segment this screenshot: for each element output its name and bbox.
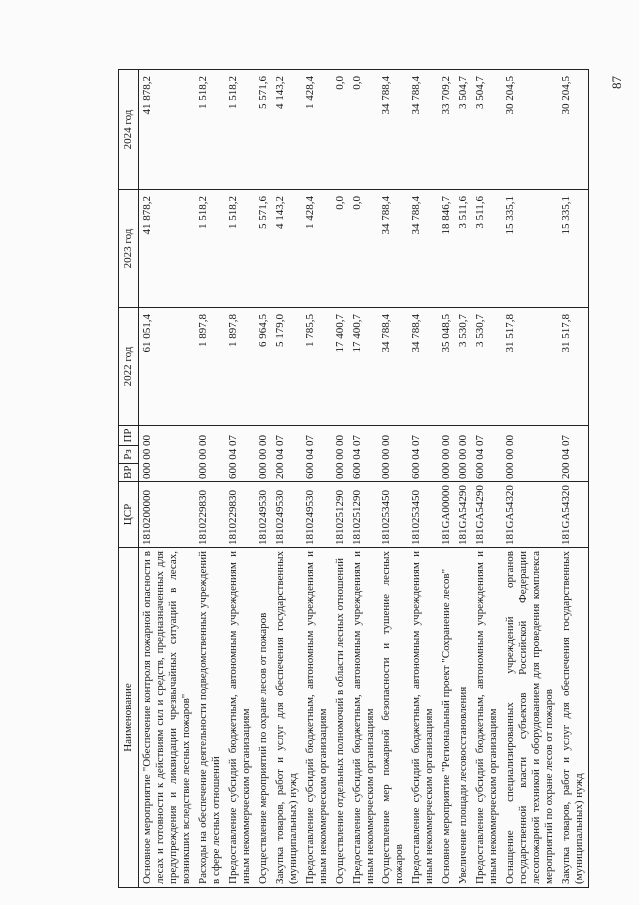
row-csr: 181GA54320 [502, 482, 558, 548]
row-vr-rz-pr: 000 00 00 [502, 426, 558, 482]
row-csr: 181GA54320 [558, 482, 588, 548]
row-name: Предоставление субсидий бюджетным, автономным учреждениям и иным некоммерческим организациям [225, 548, 255, 888]
row-vr-rz-pr: 600 04 07 [302, 426, 332, 482]
table-row [502, 70, 558, 888]
row-2022: 34 788,4 [408, 308, 438, 426]
row-2022: 34 788,4 [378, 308, 408, 426]
table-row [408, 70, 438, 888]
row-2024: 5 571,6 [255, 70, 272, 190]
row-2023: 34 788,4 [378, 190, 408, 308]
row-csr: 181GA00000 [438, 482, 455, 548]
row-name: Основное мероприятие "Региональный проект "Сохранение лесов" [438, 548, 455, 888]
row-vr-rz-pr: 000 00 00 [455, 426, 472, 482]
row-2022: 17 400,7 [349, 308, 379, 426]
row-csr: 1810253450 [378, 482, 408, 548]
row-vr-rz-pr: 200 04 07 [272, 426, 302, 482]
row-2024: 1 518,2 [195, 70, 225, 190]
row-2024: 41 878,2 [138, 70, 194, 190]
page-number: 87 [609, 76, 624, 89]
row-2024: 3 504,7 [455, 70, 472, 190]
row-csr: 1810229830 [225, 482, 255, 548]
row-vr-rz-pr: 600 04 07 [349, 426, 379, 482]
table-row [455, 70, 472, 888]
row-vr-rz-pr: 000 00 00 [332, 426, 349, 482]
row-csr: 1810249530 [272, 482, 302, 548]
table-row [225, 70, 255, 888]
row-2022: 1 897,8 [195, 308, 225, 426]
row-2024: 1 428,4 [302, 70, 332, 190]
row-csr: 1810249530 [302, 482, 332, 548]
row-name: Предоставление субсидий бюджетным, автономным учреждениям и иным некоммерческим организациям [408, 548, 438, 888]
row-2023: 1 518,2 [225, 190, 255, 308]
row-name: Предоставление субсидий бюджетным, автономным учреждениям и иным некоммерческим организациям [302, 548, 332, 888]
row-2024: 34 788,4 [408, 70, 438, 190]
row-csr: 181GA54290 [472, 482, 502, 548]
row-csr: 1810253450 [408, 482, 438, 548]
row-vr-rz-pr: 000 00 00 [438, 426, 455, 482]
row-2023: 1 518,2 [195, 190, 225, 308]
row-csr: 1810229830 [195, 482, 225, 548]
row-2022: 1 785,5 [302, 308, 332, 426]
row-csr: 1810200000 [138, 482, 194, 548]
table-row [195, 70, 225, 888]
row-2022: 6 964,5 [255, 308, 272, 426]
header-2022: 2022 год [119, 308, 139, 426]
header-2024: 2024 год [119, 70, 139, 190]
row-2024: 0,0 [349, 70, 379, 190]
table-row [332, 70, 349, 888]
table-row [255, 70, 272, 888]
row-2024: 1 518,2 [225, 70, 255, 190]
row-csr: 1810251290 [332, 482, 349, 548]
row-name: Осуществление отдельных полномочий в области лесных отношений [332, 548, 349, 888]
table-header-row [119, 70, 139, 888]
header-2023: 2023 год [119, 190, 139, 308]
row-2023: 34 788,4 [408, 190, 438, 308]
row-2024: 3 504,7 [472, 70, 502, 190]
row-vr-rz-pr: 600 04 07 [225, 426, 255, 482]
row-name: Закупка товаров, работ и услуг для обеспечения государственных (муниципальных) нужд [272, 548, 302, 888]
row-2024: 30 204,5 [558, 70, 588, 190]
table-row [438, 70, 455, 888]
row-vr-rz-pr: 000 00 00 [378, 426, 408, 482]
row-2024: 4 143,2 [272, 70, 302, 190]
row-2023: 1 428,4 [302, 190, 332, 308]
row-name: Осуществление мер пожарной безопасности и тушение лесных пожаров [378, 548, 408, 888]
row-vr-rz-pr: 000 00 00 [195, 426, 225, 482]
row-2022: 31 517,8 [558, 308, 588, 426]
row-2022: 17 400,7 [332, 308, 349, 426]
row-name: Осуществление мероприятий по охране лесов от пожаров [255, 548, 272, 888]
row-2022: 3 530,7 [455, 308, 472, 426]
row-2022: 61 051,4 [138, 308, 194, 426]
header-rz: Рз [119, 446, 139, 464]
row-vr-rz-pr: 200 04 07 [558, 426, 588, 482]
row-name: Увеличение площади лесовосстановления [455, 548, 472, 888]
row-2023: 4 143,2 [272, 190, 302, 308]
row-2023: 3 511,6 [455, 190, 472, 308]
row-name: Основное мероприятие "Обеспечение контроля пожарной опасности в лесах и готовности к действиям сил и средств, предназначенных для предупреждения и ликвидации чрезвычайных ситуаций в лесах, возникших вследствие лесных пожаров" [138, 548, 194, 888]
row-csr: 1810249530 [255, 482, 272, 548]
row-2024: 0,0 [332, 70, 349, 190]
header-name: Наименование [119, 548, 139, 888]
table-row [378, 70, 408, 888]
row-2022: 5 179,0 [272, 308, 302, 426]
table-row [138, 70, 194, 888]
header-pr: ПР [119, 426, 139, 446]
row-2023: 5 571,6 [255, 190, 272, 308]
row-2022: 3 530,7 [472, 308, 502, 426]
table-row [302, 70, 332, 888]
row-2023: 15 335,1 [502, 190, 558, 308]
row-name: Оснащение специализированных учреждений органов государственной власти субъектов Российской Федерации лесопожарной техникой и оборудованием для проведения комплекса мероприятий по охране лесов от пожаров [502, 548, 558, 888]
row-2023: 18 846,7 [438, 190, 455, 308]
row-name: Предоставление субсидий бюджетным, автономным учреждениям и иным некоммерческим организациям [472, 548, 502, 888]
row-2023: 0,0 [349, 190, 379, 308]
row-vr-rz-pr: 000 00 00 [255, 426, 272, 482]
row-2022: 1 897,8 [225, 308, 255, 426]
rotated-table-container [118, 70, 586, 888]
row-name: Предоставление субсидий бюджетным, автономным учреждениям и иным некоммерческим организациям [349, 548, 379, 888]
row-2022: 31 517,8 [502, 308, 558, 426]
budget-table [118, 69, 589, 888]
row-2023: 15 335,1 [558, 190, 588, 308]
row-vr-rz-pr: 000 00 00 [138, 426, 194, 482]
row-2022: 35 048,5 [438, 308, 455, 426]
row-2023: 41 878,2 [138, 190, 194, 308]
header-vr: ВР [119, 464, 139, 482]
row-2024: 34 788,4 [378, 70, 408, 190]
table-row [472, 70, 502, 888]
row-2024: 33 709,2 [438, 70, 455, 190]
row-csr: 181GA54290 [455, 482, 472, 548]
row-name: Расходы на обеспечение деятельности подведомственных учреждений в сфере лесных отношений [195, 548, 225, 888]
row-name: Закупка товаров, работ и услуг для обеспечения государственных (муниципальных) нужд [558, 548, 588, 888]
row-vr-rz-pr: 600 04 07 [408, 426, 438, 482]
row-2023: 3 511,6 [472, 190, 502, 308]
row-2024: 30 204,5 [502, 70, 558, 190]
header-csr: ЦСР [119, 482, 139, 548]
table-row [558, 70, 588, 888]
row-csr: 1810251290 [349, 482, 379, 548]
table-row [349, 70, 379, 888]
row-2023: 0,0 [332, 190, 349, 308]
row-vr-rz-pr: 600 04 07 [472, 426, 502, 482]
table-row [272, 70, 302, 888]
